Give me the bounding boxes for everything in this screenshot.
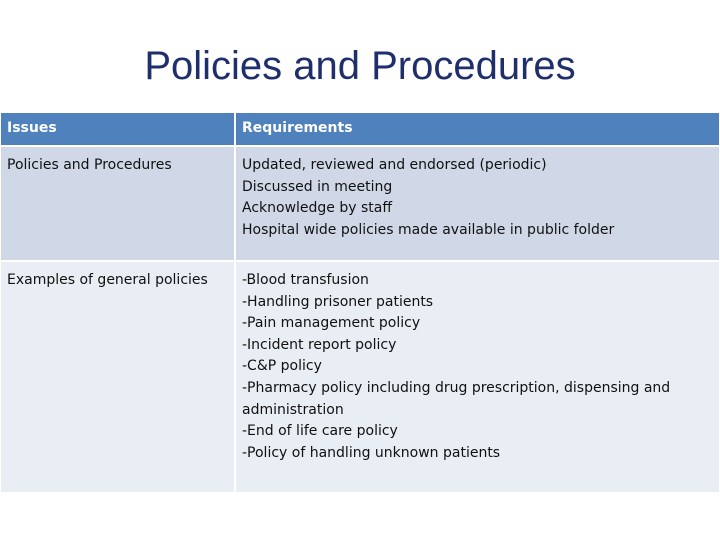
requirement-line: -Handling prisoner patients	[242, 293, 434, 310]
requirements-cell	[236, 147, 719, 260]
requirement-line: -Pain management policy	[242, 315, 421, 332]
issue-cell: Examples of general policies	[1, 262, 234, 492]
table-header-row	[1, 113, 719, 145]
requirement-line: -Blood transfusion	[242, 272, 369, 288]
requirement-line: -Pharmacy policy including drug prescription, dispensing and administration	[242, 379, 671, 418]
requirement-line: Updated, reviewed and endorsed (periodic)	[242, 157, 547, 173]
requirement-line: Hospital wide policies made available in public folder	[242, 221, 615, 238]
requirement-line: Acknowledge by staff	[242, 200, 392, 217]
table-row	[1, 147, 719, 260]
requirement-line: Discussed in meeting	[242, 178, 393, 195]
requirement-line: -Incident report policy	[242, 336, 397, 353]
requirement-line: -Policy of handling unknown patients	[242, 444, 501, 461]
requirements-cell	[236, 262, 719, 492]
requirement-line: -End of life care policy	[242, 423, 398, 440]
header-issues: Issues	[1, 113, 234, 145]
header-requirements: Requirements	[236, 113, 719, 145]
slide-title: Policies and Procedures	[144, 44, 576, 88]
table-row	[1, 262, 719, 492]
policies-table	[1, 113, 719, 492]
issue-cell: Policies and Procedures	[1, 147, 234, 260]
requirement-line: -C&P policy	[242, 358, 322, 375]
